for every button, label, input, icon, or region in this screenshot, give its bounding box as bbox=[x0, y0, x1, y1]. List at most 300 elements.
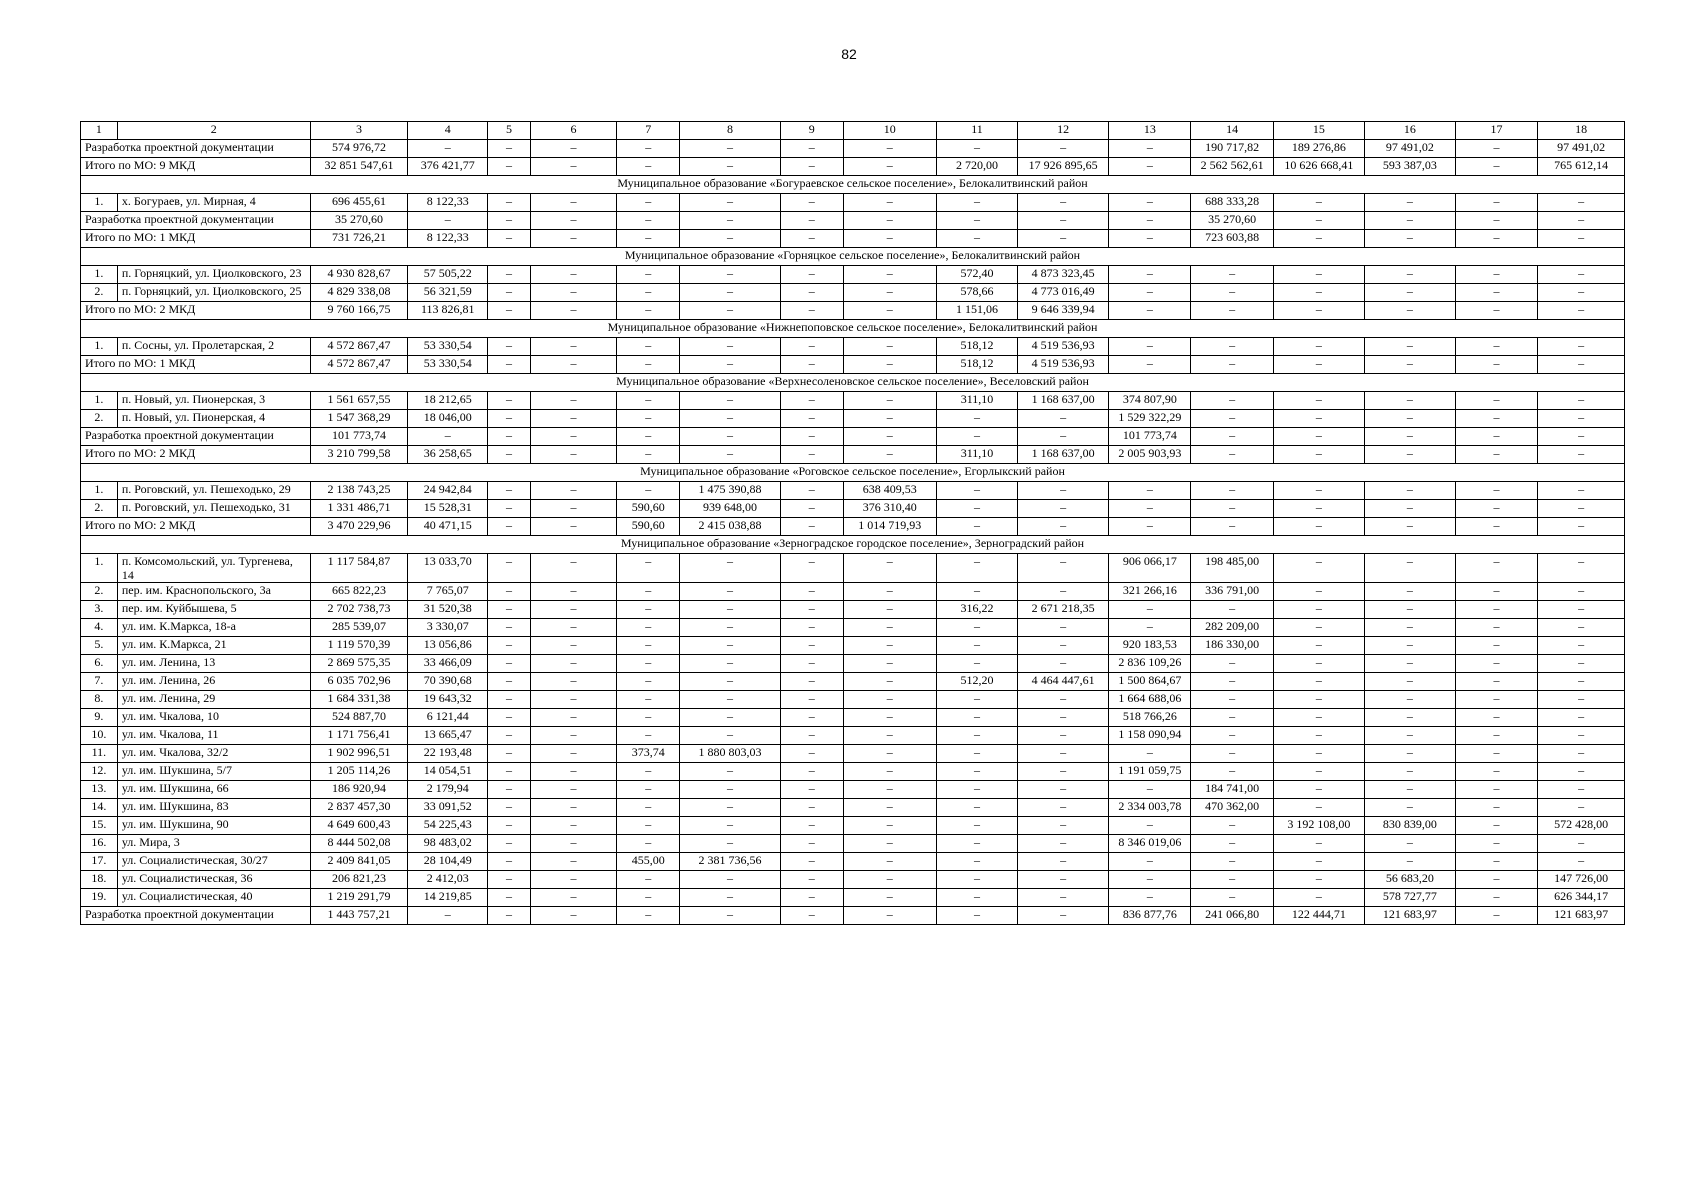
value-cell: – bbox=[488, 889, 530, 907]
value-cell: – bbox=[1538, 482, 1625, 500]
value-cell: – bbox=[1455, 799, 1537, 817]
value-cell: 311,10 bbox=[936, 392, 1017, 410]
value-cell: – bbox=[936, 194, 1017, 212]
building-row bbox=[81, 763, 1625, 781]
value-cell: – bbox=[1018, 637, 1109, 655]
value-cell: – bbox=[1364, 230, 1455, 248]
column-number: 2 bbox=[117, 122, 310, 140]
value-cell: – bbox=[1455, 835, 1537, 853]
column-number: 10 bbox=[843, 122, 936, 140]
value-cell: – bbox=[488, 907, 530, 925]
value-cell: – bbox=[936, 518, 1017, 536]
row-label: Итого по МО: 9 МКД bbox=[81, 158, 311, 176]
value-cell: – bbox=[488, 554, 530, 583]
summary-row bbox=[81, 158, 1625, 176]
building-row bbox=[81, 583, 1625, 601]
value-cell: – bbox=[530, 799, 617, 817]
value-cell: 518 766,26 bbox=[1109, 709, 1191, 727]
value-cell: – bbox=[1273, 799, 1364, 817]
value-cell: 723 603,88 bbox=[1191, 230, 1273, 248]
building-row bbox=[81, 781, 1625, 799]
value-cell: – bbox=[1273, 266, 1364, 284]
value-cell: – bbox=[680, 554, 781, 583]
value-cell: – bbox=[1109, 817, 1191, 835]
summary-row bbox=[81, 230, 1625, 248]
value-cell: – bbox=[1018, 691, 1109, 709]
value-cell: – bbox=[488, 500, 530, 518]
value-cell: – bbox=[1538, 619, 1625, 637]
building-address: ул. Социалистическая, 40 bbox=[117, 889, 310, 907]
summary-row bbox=[81, 212, 1625, 230]
row-number: 1. bbox=[81, 266, 118, 284]
row-number: 19. bbox=[81, 889, 118, 907]
value-cell: 626 344,17 bbox=[1538, 889, 1625, 907]
value-cell: – bbox=[1455, 338, 1537, 356]
value-cell: – bbox=[1455, 817, 1537, 835]
value-cell: – bbox=[1273, 853, 1364, 871]
value-cell: – bbox=[617, 637, 680, 655]
value-cell: – bbox=[1455, 871, 1537, 889]
value-cell: 33 091,52 bbox=[408, 799, 488, 817]
building-row bbox=[81, 745, 1625, 763]
row-number: 6. bbox=[81, 655, 118, 673]
value-cell: – bbox=[1455, 691, 1537, 709]
value-cell: – bbox=[843, 601, 936, 619]
section-header-row bbox=[81, 464, 1625, 482]
value-cell: – bbox=[1018, 871, 1109, 889]
value-cell: 4 829 338,08 bbox=[310, 284, 408, 302]
value-cell: – bbox=[780, 284, 843, 302]
row-number: 17. bbox=[81, 853, 118, 871]
section-title: Муниципальное образование «Зерноградское городское поселение», Зерноградский район bbox=[81, 536, 1625, 554]
row-number: 11. bbox=[81, 745, 118, 763]
value-cell: – bbox=[1273, 763, 1364, 781]
value-cell: 1 529 322,29 bbox=[1109, 410, 1191, 428]
value-cell: – bbox=[1364, 583, 1455, 601]
value-cell: – bbox=[1538, 302, 1625, 320]
value-cell: – bbox=[1109, 302, 1191, 320]
value-cell: – bbox=[1273, 338, 1364, 356]
value-cell: – bbox=[617, 392, 680, 410]
value-cell: – bbox=[1191, 835, 1273, 853]
value-cell: – bbox=[1109, 889, 1191, 907]
value-cell: – bbox=[488, 446, 530, 464]
value-cell: – bbox=[1018, 140, 1109, 158]
value-cell: 285 539,07 bbox=[310, 619, 408, 637]
value-cell: 311,10 bbox=[936, 446, 1017, 464]
value-cell: – bbox=[1364, 446, 1455, 464]
row-number: 7. bbox=[81, 673, 118, 691]
value-cell: – bbox=[1455, 212, 1537, 230]
value-cell: – bbox=[617, 817, 680, 835]
value-cell: – bbox=[1191, 601, 1273, 619]
value-cell: – bbox=[1018, 554, 1109, 583]
value-cell: – bbox=[1538, 763, 1625, 781]
value-cell: – bbox=[780, 554, 843, 583]
value-cell: – bbox=[1273, 302, 1364, 320]
value-cell: – bbox=[488, 140, 530, 158]
value-cell: – bbox=[1109, 194, 1191, 212]
value-cell: – bbox=[780, 817, 843, 835]
value-cell: – bbox=[1273, 212, 1364, 230]
value-cell: – bbox=[1364, 338, 1455, 356]
value-cell: 33 466,09 bbox=[408, 655, 488, 673]
value-cell: – bbox=[1538, 194, 1625, 212]
value-cell: – bbox=[617, 194, 680, 212]
value-cell: – bbox=[530, 212, 617, 230]
value-cell: 1 664 688,06 bbox=[1109, 691, 1191, 709]
value-cell: – bbox=[680, 158, 781, 176]
value-cell: – bbox=[530, 284, 617, 302]
value-cell: – bbox=[680, 230, 781, 248]
value-cell: – bbox=[1538, 673, 1625, 691]
value-cell: 1 561 657,55 bbox=[310, 392, 408, 410]
value-cell: 186 920,94 bbox=[310, 781, 408, 799]
section-title: Муниципальное образование «Горняцкое сельское поселение», Белокалитвинский район bbox=[81, 248, 1625, 266]
value-cell: – bbox=[530, 446, 617, 464]
value-cell: – bbox=[1455, 709, 1537, 727]
value-cell: 830 839,00 bbox=[1364, 817, 1455, 835]
value-cell: – bbox=[617, 554, 680, 583]
value-cell: – bbox=[1538, 500, 1625, 518]
value-cell: – bbox=[488, 284, 530, 302]
value-cell: 121 683,97 bbox=[1538, 907, 1625, 925]
value-cell: – bbox=[530, 745, 617, 763]
value-cell: – bbox=[488, 727, 530, 745]
value-cell: – bbox=[1455, 428, 1537, 446]
value-cell: 57 505,22 bbox=[408, 266, 488, 284]
value-cell: – bbox=[780, 871, 843, 889]
value-cell: – bbox=[680, 691, 781, 709]
value-cell: 17 926 895,65 bbox=[1018, 158, 1109, 176]
value-cell: – bbox=[1455, 284, 1537, 302]
value-cell: – bbox=[1273, 518, 1364, 536]
value-cell: – bbox=[1191, 691, 1273, 709]
value-cell: – bbox=[1455, 482, 1537, 500]
value-cell: – bbox=[530, 709, 617, 727]
value-cell: – bbox=[680, 727, 781, 745]
value-cell: – bbox=[1191, 871, 1273, 889]
value-cell: – bbox=[1273, 745, 1364, 763]
building-address: п. Новый, ул. Пионерская, 4 bbox=[117, 410, 310, 428]
value-cell: – bbox=[530, 482, 617, 500]
value-cell: – bbox=[1538, 601, 1625, 619]
value-cell: – bbox=[488, 853, 530, 871]
column-number: 15 bbox=[1273, 122, 1364, 140]
value-cell: – bbox=[1364, 835, 1455, 853]
value-cell: – bbox=[1191, 727, 1273, 745]
building-address: ул. Мира, 3 bbox=[117, 835, 310, 853]
value-cell: – bbox=[936, 853, 1017, 871]
value-cell: – bbox=[936, 140, 1017, 158]
value-cell: – bbox=[1191, 266, 1273, 284]
building-row bbox=[81, 673, 1625, 691]
value-cell: – bbox=[680, 356, 781, 374]
value-cell: – bbox=[843, 763, 936, 781]
value-cell: – bbox=[1191, 302, 1273, 320]
building-address: ул. им. Шукшина, 83 bbox=[117, 799, 310, 817]
building-row bbox=[81, 799, 1625, 817]
value-cell: – bbox=[843, 140, 936, 158]
value-cell: – bbox=[680, 655, 781, 673]
summary-row bbox=[81, 518, 1625, 536]
value-cell: – bbox=[488, 410, 530, 428]
value-cell: 8 122,33 bbox=[408, 230, 488, 248]
value-cell: – bbox=[843, 691, 936, 709]
value-cell: – bbox=[1273, 356, 1364, 374]
value-cell: – bbox=[1273, 835, 1364, 853]
value-cell: 2 412,03 bbox=[408, 871, 488, 889]
value-cell: 1 443 757,21 bbox=[310, 907, 408, 925]
value-cell: 184 741,00 bbox=[1191, 781, 1273, 799]
value-cell: – bbox=[530, 356, 617, 374]
value-cell: 2 005 903,93 bbox=[1109, 446, 1191, 464]
column-number: 3 bbox=[310, 122, 408, 140]
value-cell: 1 171 756,41 bbox=[310, 727, 408, 745]
value-cell: – bbox=[1273, 554, 1364, 583]
value-cell: 2 409 841,05 bbox=[310, 853, 408, 871]
value-cell: – bbox=[530, 518, 617, 536]
value-cell: – bbox=[843, 266, 936, 284]
value-cell: 28 104,49 bbox=[408, 853, 488, 871]
value-cell: 1 151,06 bbox=[936, 302, 1017, 320]
value-cell: 524 887,70 bbox=[310, 709, 408, 727]
value-cell: – bbox=[1273, 709, 1364, 727]
value-cell: 3 192 108,00 bbox=[1273, 817, 1364, 835]
value-cell: – bbox=[530, 655, 617, 673]
value-cell: 2 381 736,56 bbox=[680, 853, 781, 871]
value-cell: – bbox=[617, 619, 680, 637]
value-cell: – bbox=[1364, 392, 1455, 410]
value-cell: 593 387,03 bbox=[1364, 158, 1455, 176]
value-cell: – bbox=[488, 428, 530, 446]
value-cell: 1 500 864,67 bbox=[1109, 673, 1191, 691]
value-cell: – bbox=[1455, 410, 1537, 428]
value-cell: – bbox=[1109, 500, 1191, 518]
value-cell: 2 720,00 bbox=[936, 158, 1017, 176]
value-cell: – bbox=[936, 637, 1017, 655]
value-cell: – bbox=[680, 428, 781, 446]
column-number-row bbox=[81, 122, 1625, 140]
value-cell: – bbox=[488, 637, 530, 655]
value-cell: – bbox=[780, 158, 843, 176]
value-cell: 13 056,86 bbox=[408, 637, 488, 655]
building-address: п. Роговский, ул. Пешеходько, 29 bbox=[117, 482, 310, 500]
row-label: Разработка проектной документации bbox=[81, 907, 311, 925]
value-cell: – bbox=[617, 709, 680, 727]
value-cell: – bbox=[1538, 691, 1625, 709]
value-cell: – bbox=[936, 835, 1017, 853]
value-cell: 470 362,00 bbox=[1191, 799, 1273, 817]
building-address: ул. им. Чкалова, 11 bbox=[117, 727, 310, 745]
value-cell: – bbox=[780, 691, 843, 709]
building-row bbox=[81, 889, 1625, 907]
value-cell: – bbox=[488, 871, 530, 889]
value-cell: – bbox=[843, 619, 936, 637]
row-number: 1. bbox=[81, 392, 118, 410]
value-cell: 32 851 547,61 bbox=[310, 158, 408, 176]
value-cell: – bbox=[1455, 446, 1537, 464]
value-cell: – bbox=[843, 637, 936, 655]
value-cell: – bbox=[1455, 230, 1537, 248]
building-row bbox=[81, 410, 1625, 428]
value-cell: 1 117 584,87 bbox=[310, 554, 408, 583]
value-cell: 22 193,48 bbox=[408, 745, 488, 763]
value-cell: – bbox=[617, 482, 680, 500]
row-number: 13. bbox=[81, 781, 118, 799]
value-cell: 8 346 019,06 bbox=[1109, 835, 1191, 853]
row-number: 1. bbox=[81, 194, 118, 212]
value-cell: 578,66 bbox=[936, 284, 1017, 302]
building-address: ул. Социалистическая, 36 bbox=[117, 871, 310, 889]
value-cell: – bbox=[617, 212, 680, 230]
value-cell: 574 976,72 bbox=[310, 140, 408, 158]
building-address: п. Новый, ул. Пионерская, 3 bbox=[117, 392, 310, 410]
value-cell: – bbox=[1455, 500, 1537, 518]
value-cell: – bbox=[1191, 284, 1273, 302]
row-number: 14. bbox=[81, 799, 118, 817]
value-cell: 2 562 562,61 bbox=[1191, 158, 1273, 176]
value-cell: – bbox=[530, 835, 617, 853]
summary-row bbox=[81, 140, 1625, 158]
value-cell: 13 665,47 bbox=[408, 727, 488, 745]
building-address: пер. им. Краснопольского, 3а bbox=[117, 583, 310, 601]
value-cell: – bbox=[530, 853, 617, 871]
value-cell: 97 491,02 bbox=[1538, 140, 1625, 158]
column-number: 14 bbox=[1191, 122, 1273, 140]
value-cell: 321 266,16 bbox=[1109, 583, 1191, 601]
value-cell: 6 121,44 bbox=[408, 709, 488, 727]
value-cell: – bbox=[617, 158, 680, 176]
value-cell: – bbox=[1191, 817, 1273, 835]
value-cell: – bbox=[1191, 446, 1273, 464]
value-cell: – bbox=[1018, 500, 1109, 518]
value-cell: – bbox=[680, 781, 781, 799]
value-cell: 98 483,02 bbox=[408, 835, 488, 853]
value-cell: – bbox=[530, 158, 617, 176]
value-cell: – bbox=[1538, 266, 1625, 284]
value-cell: – bbox=[530, 673, 617, 691]
value-cell: – bbox=[936, 691, 1017, 709]
value-cell: – bbox=[617, 655, 680, 673]
value-cell: – bbox=[1538, 727, 1625, 745]
value-cell: – bbox=[617, 230, 680, 248]
column-number: 4 bbox=[408, 122, 488, 140]
value-cell: – bbox=[1273, 284, 1364, 302]
value-cell: 1 547 368,29 bbox=[310, 410, 408, 428]
value-cell: – bbox=[488, 518, 530, 536]
value-cell: – bbox=[843, 392, 936, 410]
value-cell: – bbox=[488, 194, 530, 212]
value-cell: – bbox=[1018, 835, 1109, 853]
value-cell: – bbox=[680, 799, 781, 817]
value-cell: – bbox=[617, 799, 680, 817]
value-cell: 906 066,17 bbox=[1109, 554, 1191, 583]
row-label: Итого по МО: 2 МКД bbox=[81, 446, 311, 464]
value-cell: – bbox=[1364, 799, 1455, 817]
value-cell: – bbox=[1364, 727, 1455, 745]
value-cell: 1 880 803,03 bbox=[680, 745, 781, 763]
value-cell: – bbox=[780, 727, 843, 745]
value-cell: – bbox=[488, 212, 530, 230]
value-cell: – bbox=[843, 745, 936, 763]
value-cell: 2 836 109,26 bbox=[1109, 655, 1191, 673]
value-cell: 4 930 828,67 bbox=[310, 266, 408, 284]
value-cell: – bbox=[1364, 500, 1455, 518]
value-cell: – bbox=[488, 601, 530, 619]
value-cell: 186 330,00 bbox=[1191, 637, 1273, 655]
value-cell: – bbox=[680, 446, 781, 464]
column-number: 12 bbox=[1018, 122, 1109, 140]
summary-row bbox=[81, 356, 1625, 374]
value-cell: – bbox=[1364, 709, 1455, 727]
value-cell: 2 869 575,35 bbox=[310, 655, 408, 673]
value-cell: – bbox=[780, 302, 843, 320]
value-cell: 36 258,65 bbox=[408, 446, 488, 464]
value-cell: – bbox=[1455, 907, 1537, 925]
row-label: Разработка проектной документации bbox=[81, 428, 311, 446]
value-cell: – bbox=[1191, 673, 1273, 691]
value-cell: – bbox=[1191, 500, 1273, 518]
value-cell: – bbox=[680, 673, 781, 691]
value-cell: 241 066,80 bbox=[1191, 907, 1273, 925]
value-cell: – bbox=[780, 673, 843, 691]
value-cell: – bbox=[488, 158, 530, 176]
value-cell: – bbox=[530, 889, 617, 907]
column-number: 17 bbox=[1455, 122, 1537, 140]
value-cell: – bbox=[530, 428, 617, 446]
value-cell: – bbox=[1538, 410, 1625, 428]
value-cell: – bbox=[1191, 889, 1273, 907]
building-address: ул. им. Шукшина, 90 bbox=[117, 817, 310, 835]
value-cell: – bbox=[1273, 482, 1364, 500]
value-cell: – bbox=[780, 392, 843, 410]
building-address: ул. им. Чкалова, 10 bbox=[117, 709, 310, 727]
value-cell: – bbox=[617, 727, 680, 745]
value-cell: – bbox=[780, 338, 843, 356]
row-number: 1. bbox=[81, 482, 118, 500]
building-address: пер. им. Куйбышева, 5 bbox=[117, 601, 310, 619]
value-cell: 455,00 bbox=[617, 853, 680, 871]
row-number: 1. bbox=[81, 554, 118, 583]
value-cell: – bbox=[680, 601, 781, 619]
value-cell: – bbox=[1109, 158, 1191, 176]
value-cell: – bbox=[617, 140, 680, 158]
building-row bbox=[81, 194, 1625, 212]
value-cell: – bbox=[780, 889, 843, 907]
column-number: 5 bbox=[488, 122, 530, 140]
value-cell: 122 444,71 bbox=[1273, 907, 1364, 925]
value-cell: – bbox=[680, 212, 781, 230]
value-cell: – bbox=[488, 338, 530, 356]
value-cell: – bbox=[530, 727, 617, 745]
value-cell: – bbox=[1455, 554, 1537, 583]
value-cell: – bbox=[617, 835, 680, 853]
value-cell: – bbox=[843, 835, 936, 853]
value-cell: – bbox=[843, 889, 936, 907]
value-cell: – bbox=[843, 284, 936, 302]
section-title: Муниципальное образование «Богураевское сельское поселение», Белокалитвинский район bbox=[81, 176, 1625, 194]
building-address: ул. им. Чкалова, 32/2 bbox=[117, 745, 310, 763]
value-cell: 8 444 502,08 bbox=[310, 835, 408, 853]
value-cell: – bbox=[488, 745, 530, 763]
value-cell: – bbox=[680, 637, 781, 655]
value-cell: 2 138 743,25 bbox=[310, 482, 408, 500]
value-cell: 1 014 719,93 bbox=[843, 518, 936, 536]
value-cell: – bbox=[843, 853, 936, 871]
value-cell: – bbox=[1191, 428, 1273, 446]
value-cell: 18 212,65 bbox=[408, 392, 488, 410]
